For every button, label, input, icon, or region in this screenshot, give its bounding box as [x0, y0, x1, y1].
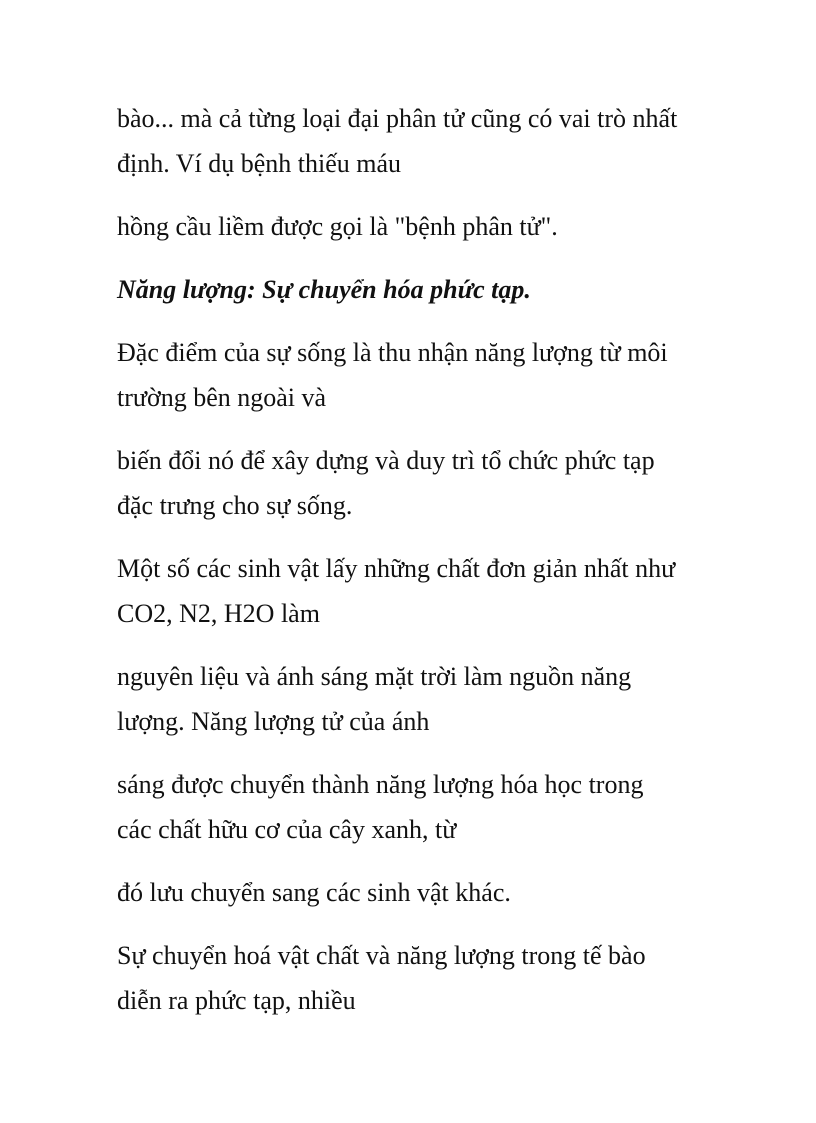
- paragraph-9: [117, 933, 717, 1023]
- text-line: CO2, N2, H2O làm: [117, 599, 320, 628]
- text-line: biến đổi nó để xây dựng và duy trì tổ chức phức tạp: [117, 446, 655, 475]
- text-line: bào... mà cả từng loại đại phân tử cũng có vai trò nhất: [117, 104, 678, 133]
- text-line: Sự chuyển hoá vật chất và năng lượng trong tế bào: [117, 941, 646, 970]
- paragraph-2: [117, 204, 717, 249]
- paragraph-8: [117, 870, 717, 915]
- text-line: đặc trưng cho sự sống.: [117, 491, 353, 520]
- text-line: Đặc điểm của sự sống là thu nhận năng lượng từ môi: [117, 338, 668, 367]
- text-line: hồng cầu liềm được gọi là "bệnh phân tử".: [117, 212, 558, 241]
- paragraph-5: [117, 546, 717, 636]
- text-line: trường bên ngoài và: [117, 383, 327, 412]
- text-line: nguyên liệu và ánh sáng mặt trời làm nguồn năng: [117, 662, 632, 691]
- text-line: diễn ra phức tạp, nhiều: [117, 986, 356, 1015]
- paragraph-3: [117, 330, 717, 420]
- paragraph-4: [117, 438, 717, 528]
- text-line: lượng. Năng lượng tử của ánh: [117, 707, 430, 736]
- paragraph-1: [117, 96, 717, 186]
- paragraph-7: [117, 762, 717, 852]
- text-line: Một số các sinh vật lấy những chất đơn giản nhất như: [117, 554, 676, 583]
- text-line: định. Ví dụ bệnh thiếu máu: [117, 149, 402, 178]
- paragraph-6: [117, 654, 717, 744]
- text-line: đó lưu chuyển sang các sinh vật khác.: [117, 878, 511, 907]
- document-body: [117, 96, 717, 1041]
- text-line: các chất hữu cơ của cây xanh, từ: [117, 815, 457, 844]
- text-line: sáng được chuyển thành năng lượng hóa học trong: [117, 770, 644, 799]
- section-heading: Năng lượng: Sự chuyển hóa phức tạp.: [117, 275, 531, 304]
